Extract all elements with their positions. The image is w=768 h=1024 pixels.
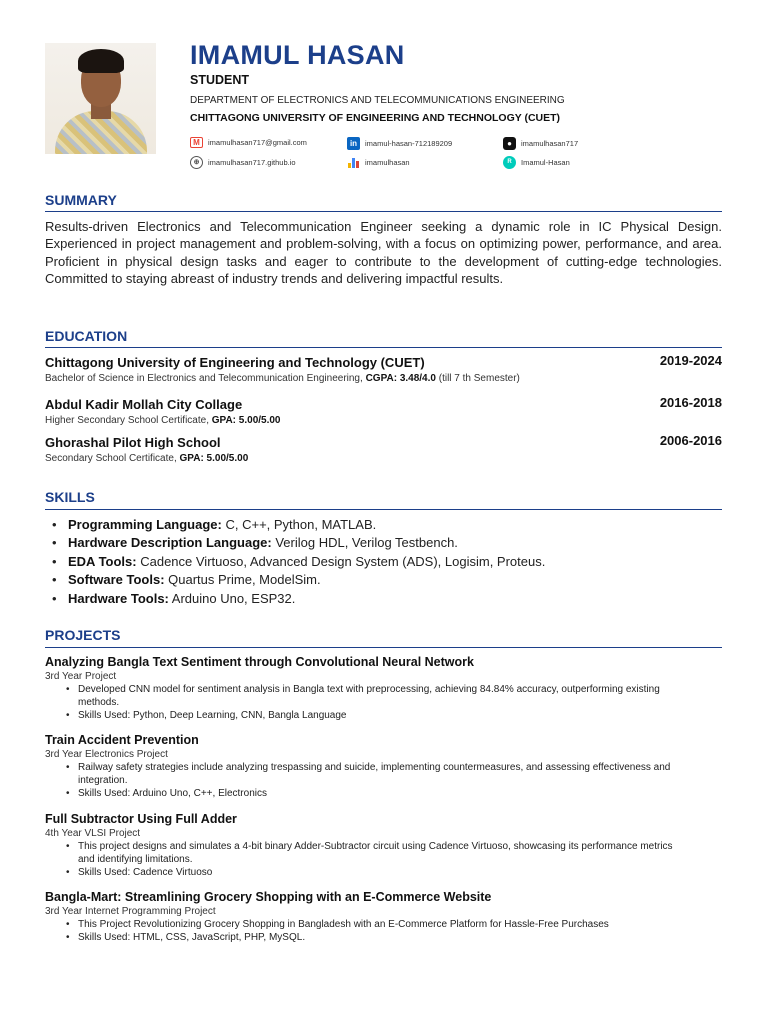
project-title: Analyzing Bangla Text Sentiment through Convolutional Neural Network <box>45 655 474 669</box>
skills-list <box>45 516 545 608</box>
education-degree: Bachelor of Science in Electronics and Telecommunication Engineering, <box>45 373 366 384</box>
project-bullet: • This project designs and simulates a 4-bit binary Adder-Subtractor circuit using Cadence Virtuoso, showcasing its performance metrics and identifying limitations. <box>78 840 722 866</box>
project-subtitle: 4th Year VLSI Project <box>45 828 141 839</box>
education-years: 2019-2024 <box>659 353 722 368</box>
department: DEPARTMENT OF ELECTRONICS AND TELECOMMUNICATIONS ENGINEERING <box>190 95 565 106</box>
education-grade: GPA: 5.00/5.00 <box>179 453 249 464</box>
researchgate-icon: R <box>503 156 516 169</box>
project-bullet: • Railway safety strategies include analyzing trespassing and suicide, implementing countermeasures, and assessing effectiveness and integration. <box>78 761 722 787</box>
section-rule-skills <box>45 509 722 510</box>
project-title: Full Subtractor Using Full Adder <box>45 812 237 826</box>
education-institution: Chittagong University of Engineering and Technology (CUET) <box>45 355 425 370</box>
skill-item <box>68 516 545 534</box>
section-rule-summary <box>45 211 722 212</box>
project-item <box>45 890 722 944</box>
contact-website[interactable] <box>190 156 296 169</box>
section-title-education: EDUCATION <box>45 328 128 344</box>
project-subtitle: 3rd Year Project <box>45 671 117 682</box>
education-institution: Ghorashal Pilot High School <box>45 435 221 450</box>
contact-profile-text: imamulhasan <box>365 158 410 167</box>
skill-value: Arduino Uno, ESP32. <box>168 590 296 606</box>
skill-value: Verilog HDL, Verilog Testbench. <box>271 535 458 551</box>
contact-linkedin-text: imamul-hasan-712189209 <box>365 139 453 148</box>
skill-label: Hardware Description Language: <box>68 535 272 551</box>
project-item <box>45 733 722 800</box>
project-bullet: • This Project Revolutionizing Grocery Shopping in Bangladesh with an E-Commerce Platform for Hassle-Free Purchases <box>78 918 722 931</box>
skill-value: Cadence Virtuoso, Advanced Design System (ADS), Logisim, Proteus. <box>136 553 546 569</box>
education-years: 2016-2018 <box>659 395 722 410</box>
project-bullets <box>45 918 722 944</box>
skill-value: Quartus Prime, ModelSim. <box>164 572 321 588</box>
education-detail <box>45 373 722 384</box>
education-degree: Secondary School Certificate, <box>45 453 180 464</box>
project-bullet: • Skills Used: Cadence Virtuoso <box>78 866 722 879</box>
education-note: (till 7 th Semester) <box>435 373 520 384</box>
project-bullet: • Developed CNN model for sentiment analysis in Bangla text with preprocessing, achieving 84.84% accuracy, outperforming existing methods. <box>78 683 722 709</box>
education-detail <box>45 415 722 426</box>
gmail-icon: M <box>190 137 203 148</box>
section-rule-projects <box>45 647 722 648</box>
project-title: Train Accident Prevention <box>45 733 199 747</box>
globe-icon: ⊕ <box>190 156 203 169</box>
skill-item <box>68 553 545 571</box>
contact-github-text: imamulhasan717 <box>521 139 579 148</box>
education-institution: Abdul Kadir Mollah City Collage <box>45 397 243 412</box>
section-title-summary: SUMMARY <box>45 192 117 208</box>
project-bullet: • Skills Used: HTML, CSS, JavaScript, PHP, MySQL. <box>78 931 722 944</box>
project-item <box>45 655 722 722</box>
section-title-skills: SKILLS <box>45 489 95 505</box>
project-title: Bangla-Mart: Streamlining Grocery Shopping with an E-Commerce Website <box>45 890 492 904</box>
project-item <box>45 812 722 879</box>
education-detail <box>45 453 722 464</box>
contact-researchgate[interactable] <box>503 156 570 169</box>
candidate-name: IMAMUL HASAN <box>190 40 405 70</box>
photo-hair <box>78 49 124 73</box>
education-item <box>45 397 722 426</box>
education-degree: Higher Secondary School Certificate, <box>45 415 212 426</box>
contact-email-text: imamulhasan717@gmail.com <box>208 138 307 147</box>
skill-item <box>68 571 545 589</box>
project-bullets <box>45 761 722 800</box>
contact-researchgate-text: Imamul-Hasan <box>521 158 570 167</box>
project-bullets <box>45 683 722 722</box>
skill-item <box>68 534 545 552</box>
bar-chart-icon <box>347 156 360 169</box>
skill-value: C, C++, Python, MATLAB. <box>221 517 377 532</box>
section-rule-education <box>45 347 722 348</box>
skill-label: Hardware Tools: <box>68 590 169 606</box>
github-icon: ● <box>503 137 516 150</box>
education-years: 2006-2016 <box>659 433 722 448</box>
candidate-role: STUDENT <box>190 73 250 87</box>
contact-linkedin[interactable] <box>347 137 452 150</box>
project-bullets <box>45 840 722 879</box>
skill-item <box>68 590 545 608</box>
summary-text: Results-driven Electronics and Telecommunication Engineer seeking a dynamic role in IC Physical Design. Experienced in project management and problem-solving, with a focus on optimizing power, performance, and area. Proficient in physical design tasks and eager to contribute to the development of cutting-edge technologies. Committed to staying abreast of industry trends and delivering impactful results. <box>45 219 722 287</box>
section-title-projects: PROJECTS <box>45 627 121 643</box>
contact-profile[interactable] <box>347 156 410 169</box>
linkedin-icon: in <box>347 137 360 150</box>
profile-photo <box>45 43 156 154</box>
education-grade: GPA: 5.00/5.00 <box>211 415 281 426</box>
education-grade: CGPA: 3.48/4.0 <box>365 373 436 384</box>
skill-label: Software Tools: <box>68 572 165 588</box>
contact-email[interactable] <box>190 137 307 148</box>
project-subtitle: 3rd Year Electronics Project <box>45 749 168 760</box>
project-bullet: • Skills Used: Python, Deep Learning, CNN, Bangla Language <box>78 709 722 722</box>
university: CHITTAGONG UNIVERSITY OF ENGINEERING AND TECHNOLOGY (CUET) <box>190 112 561 124</box>
project-subtitle: 3rd Year Internet Programming Project <box>45 906 216 917</box>
skill-label: Programming Language: <box>68 517 222 532</box>
contact-website-text: imamulhasan717.github.io <box>208 158 296 167</box>
education-item <box>45 355 722 384</box>
contact-github[interactable] <box>503 137 578 150</box>
education-item <box>45 435 722 464</box>
skill-label: EDA Tools: <box>68 553 137 569</box>
project-bullet: • Skills Used: Arduino Uno, C++, Electronics <box>78 787 722 800</box>
